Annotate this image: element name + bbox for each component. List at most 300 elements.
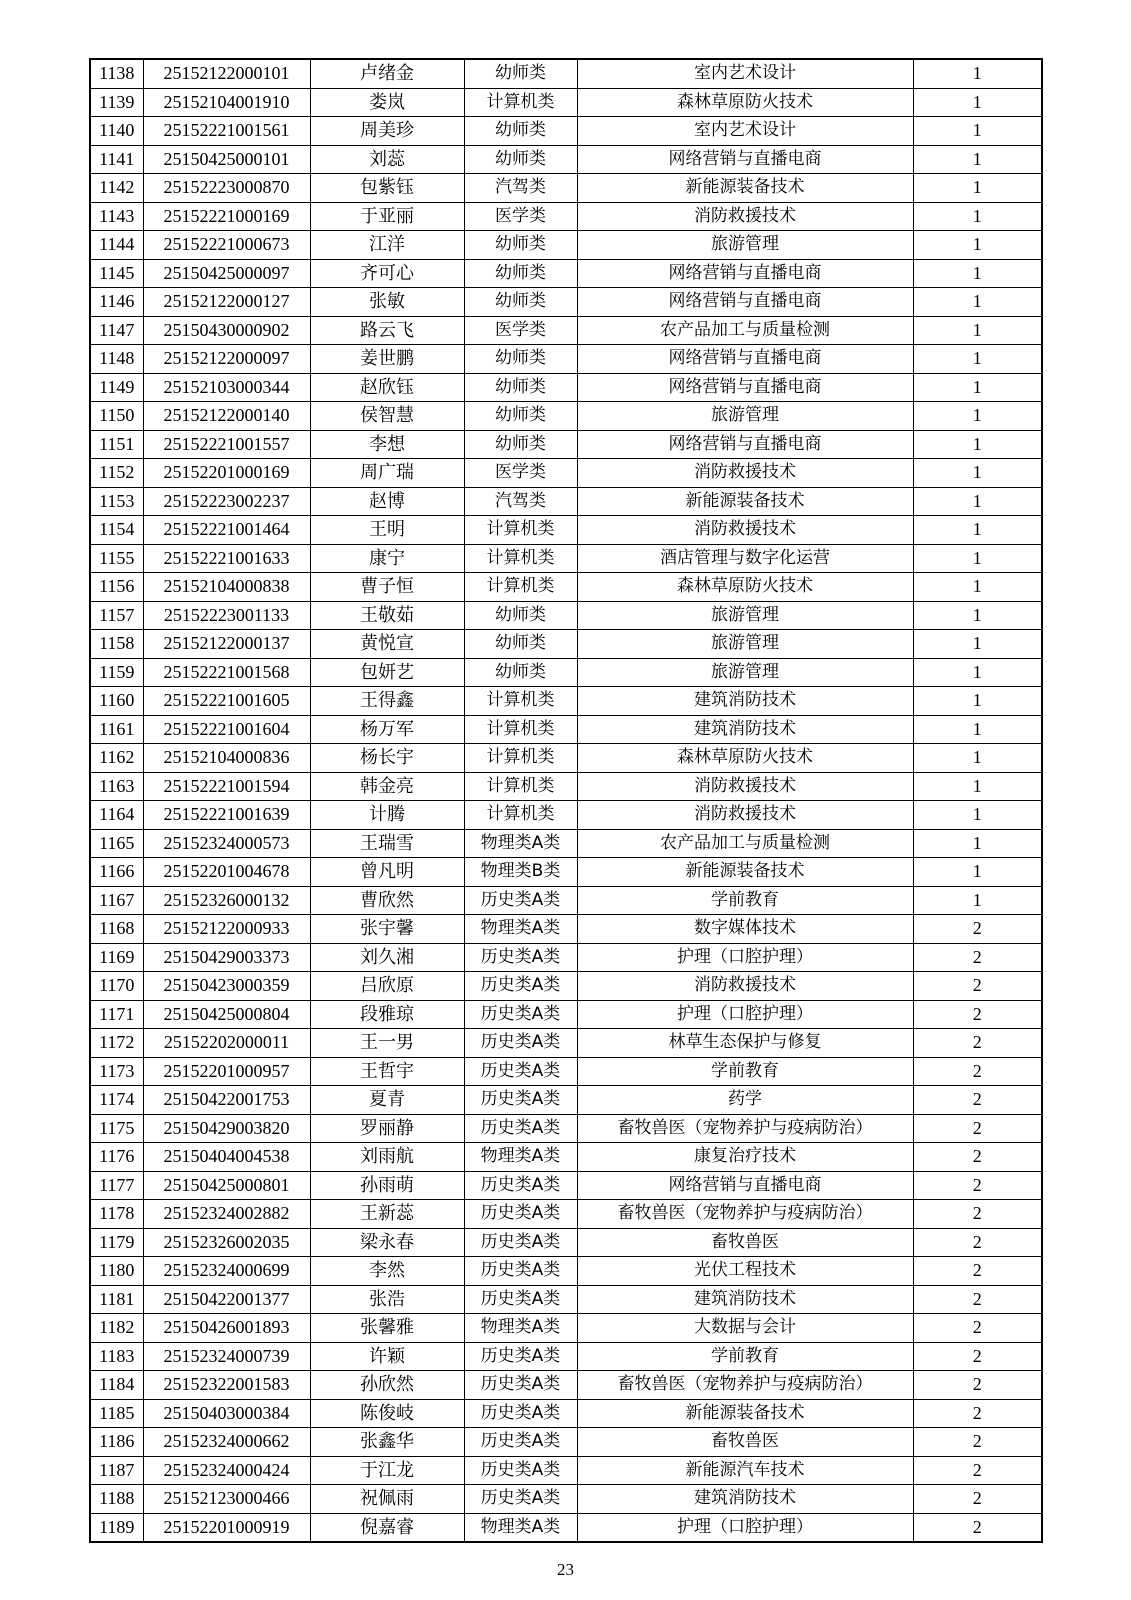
table-row	[90, 1456, 1042, 1485]
name-cell: 于亚丽	[310, 202, 464, 231]
category-cell: 物理类A类	[464, 829, 577, 858]
table-row	[90, 316, 1042, 345]
exam-number-cell: 25152122000101	[143, 59, 310, 88]
exam-number-cell: 25152123000466	[143, 1485, 310, 1514]
major-cell: 护理（口腔护理）	[577, 943, 913, 972]
batch-cell: 1	[913, 801, 1042, 830]
seq-cell: 1138	[90, 59, 143, 88]
exam-number-cell: 25152221001604	[143, 715, 310, 744]
batch-cell: 1	[913, 459, 1042, 488]
category-cell: 幼师类	[464, 658, 577, 687]
major-cell: 新能源汽车技术	[577, 1456, 913, 1485]
exam-number-cell: 25152221000169	[143, 202, 310, 231]
exam-number-cell: 25152322001583	[143, 1371, 310, 1400]
batch-cell: 2	[913, 1143, 1042, 1172]
exam-number-cell: 25152221001594	[143, 772, 310, 801]
seq-cell: 1174	[90, 1086, 143, 1115]
category-cell: 物理类A类	[464, 915, 577, 944]
category-cell: 幼师类	[464, 59, 577, 88]
category-cell: 历史类A类	[464, 1342, 577, 1371]
seq-cell: 1165	[90, 829, 143, 858]
exam-number-cell: 25152122000097	[143, 345, 310, 374]
category-cell: 计算机类	[464, 573, 577, 602]
major-cell: 林草生态保护与修复	[577, 1029, 913, 1058]
name-cell: 张敏	[310, 288, 464, 317]
category-cell: 历史类A类	[464, 1371, 577, 1400]
exam-number-cell: 25150430000902	[143, 316, 310, 345]
seq-cell: 1145	[90, 259, 143, 288]
batch-cell: 1	[913, 573, 1042, 602]
major-cell: 旅游管理	[577, 231, 913, 260]
exam-number-cell: 25152122000933	[143, 915, 310, 944]
name-cell: 刘久湘	[310, 943, 464, 972]
major-cell: 建筑消防技术	[577, 687, 913, 716]
name-cell: 王敬茹	[310, 601, 464, 630]
category-cell: 幼师类	[464, 402, 577, 431]
category-cell: 历史类A类	[464, 1000, 577, 1029]
table-row	[90, 231, 1042, 260]
name-cell: 包紫钰	[310, 174, 464, 203]
category-cell: 历史类A类	[464, 1171, 577, 1200]
category-cell: 幼师类	[464, 345, 577, 374]
category-cell: 历史类A类	[464, 972, 577, 1001]
name-cell: 计腾	[310, 801, 464, 830]
batch-cell: 2	[913, 1200, 1042, 1229]
major-cell: 网络营销与直播电商	[577, 345, 913, 374]
seq-cell: 1176	[90, 1143, 143, 1172]
seq-cell: 1140	[90, 117, 143, 146]
seq-cell: 1152	[90, 459, 143, 488]
seq-cell: 1163	[90, 772, 143, 801]
table-row	[90, 772, 1042, 801]
batch-cell: 1	[913, 145, 1042, 174]
table-row	[90, 1029, 1042, 1058]
name-cell: 王新蕊	[310, 1200, 464, 1229]
table-row	[90, 145, 1042, 174]
name-cell: 路云飞	[310, 316, 464, 345]
table-row	[90, 59, 1042, 88]
seq-cell: 1169	[90, 943, 143, 972]
batch-cell: 2	[913, 1371, 1042, 1400]
exam-number-cell: 25152201000957	[143, 1057, 310, 1086]
table-row	[90, 1114, 1042, 1143]
major-cell: 畜牧兽医	[577, 1428, 913, 1457]
category-cell: 历史类A类	[464, 1428, 577, 1457]
exam-number-cell: 25150425000804	[143, 1000, 310, 1029]
name-cell: 周美珍	[310, 117, 464, 146]
name-cell: 夏青	[310, 1086, 464, 1115]
batch-cell: 1	[913, 858, 1042, 887]
exam-number-cell: 25152221001561	[143, 117, 310, 146]
category-cell: 历史类A类	[464, 1200, 577, 1229]
exam-number-cell: 25150422001753	[143, 1086, 310, 1115]
batch-cell: 1	[913, 886, 1042, 915]
seq-cell: 1149	[90, 373, 143, 402]
category-cell: 幼师类	[464, 630, 577, 659]
major-cell: 学前教育	[577, 1057, 913, 1086]
batch-cell: 1	[913, 658, 1042, 687]
name-cell: 江洋	[310, 231, 464, 260]
exam-number-cell: 25152104001910	[143, 88, 310, 117]
exam-number-cell: 25152221001639	[143, 801, 310, 830]
major-cell: 旅游管理	[577, 601, 913, 630]
exam-number-cell: 25152221001633	[143, 544, 310, 573]
category-cell: 历史类A类	[464, 1228, 577, 1257]
exam-number-cell: 25150429003373	[143, 943, 310, 972]
seq-cell: 1157	[90, 601, 143, 630]
exam-number-cell: 25152324000662	[143, 1428, 310, 1457]
seq-cell: 1184	[90, 1371, 143, 1400]
table-row	[90, 1513, 1042, 1542]
table-row	[90, 1285, 1042, 1314]
name-cell: 周广瑞	[310, 459, 464, 488]
category-cell: 计算机类	[464, 772, 577, 801]
batch-cell: 1	[913, 772, 1042, 801]
seq-cell: 1160	[90, 687, 143, 716]
table-row	[90, 259, 1042, 288]
table-row	[90, 1342, 1042, 1371]
category-cell: 历史类A类	[464, 1029, 577, 1058]
batch-cell: 2	[913, 1456, 1042, 1485]
table-row	[90, 1314, 1042, 1343]
exam-number-cell: 25152201000919	[143, 1513, 310, 1542]
exam-number-cell: 25152326002035	[143, 1228, 310, 1257]
batch-cell: 1	[913, 316, 1042, 345]
category-cell: 医学类	[464, 202, 577, 231]
exam-number-cell: 25152326000132	[143, 886, 310, 915]
seq-cell: 1166	[90, 858, 143, 887]
category-cell: 物理类A类	[464, 1513, 577, 1542]
name-cell: 曾凡明	[310, 858, 464, 887]
seq-cell: 1180	[90, 1257, 143, 1286]
seq-cell: 1186	[90, 1428, 143, 1457]
batch-cell: 1	[913, 601, 1042, 630]
batch-cell: 2	[913, 1171, 1042, 1200]
major-cell: 网络营销与直播电商	[577, 145, 913, 174]
seq-cell: 1189	[90, 1513, 143, 1542]
category-cell: 幼师类	[464, 430, 577, 459]
exam-number-cell: 25152223000870	[143, 174, 310, 203]
exam-number-cell: 25150429003820	[143, 1114, 310, 1143]
category-cell: 历史类A类	[464, 1086, 577, 1115]
exam-number-cell: 25152104000838	[143, 573, 310, 602]
major-cell: 畜牧兽医（宠物养护与疫病防治）	[577, 1200, 913, 1229]
seq-cell: 1171	[90, 1000, 143, 1029]
category-cell: 幼师类	[464, 601, 577, 630]
category-cell: 历史类A类	[464, 1399, 577, 1428]
major-cell: 网络营销与直播电商	[577, 1171, 913, 1200]
exam-number-cell: 25152103000344	[143, 373, 310, 402]
seq-cell: 1150	[90, 402, 143, 431]
table-row	[90, 1171, 1042, 1200]
major-cell: 护理（口腔护理）	[577, 1513, 913, 1542]
seq-cell: 1168	[90, 915, 143, 944]
category-cell: 历史类A类	[464, 1456, 577, 1485]
major-cell: 消防救援技术	[577, 459, 913, 488]
major-cell: 畜牧兽医（宠物养护与疫病防治）	[577, 1114, 913, 1143]
table-row	[90, 1428, 1042, 1457]
name-cell: 罗丽静	[310, 1114, 464, 1143]
name-cell: 陈俊岐	[310, 1399, 464, 1428]
major-cell: 网络营销与直播电商	[577, 430, 913, 459]
table-row	[90, 402, 1042, 431]
table-row	[90, 1143, 1042, 1172]
batch-cell: 2	[913, 1342, 1042, 1371]
exam-number-cell: 25152202000011	[143, 1029, 310, 1058]
major-cell: 室内艺术设计	[577, 59, 913, 88]
batch-cell: 2	[913, 1399, 1042, 1428]
batch-cell: 1	[913, 345, 1042, 374]
batch-cell: 1	[913, 829, 1042, 858]
exam-number-cell: 25152223001133	[143, 601, 310, 630]
category-cell: 计算机类	[464, 715, 577, 744]
batch-cell: 2	[913, 1114, 1042, 1143]
seq-cell: 1188	[90, 1485, 143, 1514]
table-row	[90, 459, 1042, 488]
admission-table	[89, 58, 1043, 1543]
exam-number-cell: 25152122000127	[143, 288, 310, 317]
major-cell: 农产品加工与质量检测	[577, 316, 913, 345]
major-cell: 酒店管理与数字化运营	[577, 544, 913, 573]
table-row	[90, 1485, 1042, 1514]
table-row	[90, 630, 1042, 659]
table-row	[90, 715, 1042, 744]
major-cell: 大数据与会计	[577, 1314, 913, 1343]
major-cell: 新能源装备技术	[577, 174, 913, 203]
batch-cell: 2	[913, 1257, 1042, 1286]
name-cell: 王得鑫	[310, 687, 464, 716]
table-row	[90, 345, 1042, 374]
category-cell: 计算机类	[464, 88, 577, 117]
name-cell: 王哲宇	[310, 1057, 464, 1086]
batch-cell: 1	[913, 288, 1042, 317]
name-cell: 赵博	[310, 487, 464, 516]
major-cell: 网络营销与直播电商	[577, 259, 913, 288]
name-cell: 孙欣然	[310, 1371, 464, 1400]
seq-cell: 1144	[90, 231, 143, 260]
name-cell: 曹欣然	[310, 886, 464, 915]
name-cell: 刘蕊	[310, 145, 464, 174]
seq-cell: 1141	[90, 145, 143, 174]
seq-cell: 1151	[90, 430, 143, 459]
seq-cell: 1161	[90, 715, 143, 744]
batch-cell: 2	[913, 972, 1042, 1001]
major-cell: 建筑消防技术	[577, 1285, 913, 1314]
exam-number-cell: 25150423000359	[143, 972, 310, 1001]
table-row	[90, 1228, 1042, 1257]
seq-cell: 1142	[90, 174, 143, 203]
exam-number-cell: 25150425000097	[143, 259, 310, 288]
category-cell: 计算机类	[464, 801, 577, 830]
category-cell: 医学类	[464, 316, 577, 345]
exam-number-cell: 25152122000140	[143, 402, 310, 431]
major-cell: 药学	[577, 1086, 913, 1115]
batch-cell: 2	[913, 1000, 1042, 1029]
table-row	[90, 1399, 1042, 1428]
exam-number-cell: 25152221001568	[143, 658, 310, 687]
name-cell: 韩金亮	[310, 772, 464, 801]
exam-number-cell: 25150404004538	[143, 1143, 310, 1172]
table-row	[90, 573, 1042, 602]
seq-cell: 1181	[90, 1285, 143, 1314]
batch-cell: 1	[913, 630, 1042, 659]
category-cell: 计算机类	[464, 544, 577, 573]
batch-cell: 1	[913, 373, 1042, 402]
name-cell: 张馨雅	[310, 1314, 464, 1343]
major-cell: 旅游管理	[577, 402, 913, 431]
name-cell: 张宇馨	[310, 915, 464, 944]
name-cell: 曹子恒	[310, 573, 464, 602]
category-cell: 幼师类	[464, 259, 577, 288]
table-row	[90, 1057, 1042, 1086]
exam-number-cell: 25152324000573	[143, 829, 310, 858]
seq-cell: 1164	[90, 801, 143, 830]
page-number: 23	[557, 1560, 574, 1579]
batch-cell: 1	[913, 715, 1042, 744]
major-cell: 康复治疗技术	[577, 1143, 913, 1172]
major-cell: 护理（口腔护理）	[577, 1000, 913, 1029]
name-cell: 于江龙	[310, 1456, 464, 1485]
seq-cell: 1159	[90, 658, 143, 687]
major-cell: 网络营销与直播电商	[577, 288, 913, 317]
seq-cell: 1148	[90, 345, 143, 374]
table-row	[90, 744, 1042, 773]
exam-number-cell: 25152122000137	[143, 630, 310, 659]
batch-cell: 1	[913, 402, 1042, 431]
category-cell: 历史类A类	[464, 1485, 577, 1514]
category-cell: 历史类A类	[464, 1285, 577, 1314]
table-row	[90, 601, 1042, 630]
exam-number-cell: 25152324000424	[143, 1456, 310, 1485]
batch-cell: 2	[913, 1228, 1042, 1257]
seq-cell: 1173	[90, 1057, 143, 1086]
seq-cell: 1183	[90, 1342, 143, 1371]
table-body	[90, 59, 1042, 1542]
name-cell: 王明	[310, 516, 464, 545]
seq-cell: 1162	[90, 744, 143, 773]
batch-cell: 2	[913, 1314, 1042, 1343]
category-cell: 物理类A类	[464, 1143, 577, 1172]
category-cell: 医学类	[464, 459, 577, 488]
batch-cell: 2	[913, 1029, 1042, 1058]
table-row	[90, 288, 1042, 317]
major-cell: 畜牧兽医	[577, 1228, 913, 1257]
table-row	[90, 373, 1042, 402]
batch-cell: 1	[913, 259, 1042, 288]
table-row	[90, 174, 1042, 203]
name-cell: 祝佩雨	[310, 1485, 464, 1514]
major-cell: 森林草原防火技术	[577, 88, 913, 117]
seq-cell: 1156	[90, 573, 143, 602]
table-row	[90, 915, 1042, 944]
exam-number-cell: 25152221001464	[143, 516, 310, 545]
major-cell: 数字媒体技术	[577, 915, 913, 944]
table-row	[90, 544, 1042, 573]
exam-number-cell: 25150425000101	[143, 145, 310, 174]
batch-cell: 1	[913, 117, 1042, 146]
batch-cell: 1	[913, 231, 1042, 260]
table-row	[90, 801, 1042, 830]
major-cell: 建筑消防技术	[577, 1485, 913, 1514]
name-cell: 倪嘉睿	[310, 1513, 464, 1542]
name-cell: 包妍艺	[310, 658, 464, 687]
table-row	[90, 886, 1042, 915]
table-row	[90, 943, 1042, 972]
batch-cell: 2	[913, 1057, 1042, 1086]
major-cell: 建筑消防技术	[577, 715, 913, 744]
category-cell: 历史类A类	[464, 1257, 577, 1286]
major-cell: 光伏工程技术	[577, 1257, 913, 1286]
category-cell: 幼师类	[464, 373, 577, 402]
table-row	[90, 1200, 1042, 1229]
batch-cell: 1	[913, 59, 1042, 88]
name-cell: 齐可心	[310, 259, 464, 288]
category-cell: 历史类A类	[464, 1057, 577, 1086]
batch-cell: 2	[913, 1285, 1042, 1314]
batch-cell: 1	[913, 174, 1042, 203]
name-cell: 吕欣原	[310, 972, 464, 1001]
seq-cell: 1175	[90, 1114, 143, 1143]
major-cell: 旅游管理	[577, 630, 913, 659]
exam-number-cell: 25152221000673	[143, 231, 310, 260]
table-row	[90, 1086, 1042, 1115]
batch-cell: 2	[913, 915, 1042, 944]
table-row	[90, 858, 1042, 887]
batch-cell: 1	[913, 487, 1042, 516]
seq-cell: 1155	[90, 544, 143, 573]
table-row	[90, 829, 1042, 858]
batch-cell: 2	[913, 943, 1042, 972]
exam-number-cell: 25150422001377	[143, 1285, 310, 1314]
major-cell: 消防救援技术	[577, 202, 913, 231]
name-cell: 卢绪金	[310, 59, 464, 88]
category-cell: 物理类B类	[464, 858, 577, 887]
major-cell: 消防救援技术	[577, 801, 913, 830]
batch-cell: 1	[913, 744, 1042, 773]
seq-cell: 1147	[90, 316, 143, 345]
batch-cell: 1	[913, 544, 1042, 573]
name-cell: 杨万军	[310, 715, 464, 744]
name-cell: 许颖	[310, 1342, 464, 1371]
exam-number-cell: 25152221001605	[143, 687, 310, 716]
name-cell: 侯智慧	[310, 402, 464, 431]
table-row	[90, 202, 1042, 231]
batch-cell: 1	[913, 202, 1042, 231]
category-cell: 物理类A类	[464, 1314, 577, 1343]
name-cell: 刘雨航	[310, 1143, 464, 1172]
category-cell: 计算机类	[464, 516, 577, 545]
seq-cell: 1177	[90, 1171, 143, 1200]
table-row	[90, 658, 1042, 687]
seq-cell: 1154	[90, 516, 143, 545]
major-cell: 新能源装备技术	[577, 1399, 913, 1428]
exam-number-cell: 25150403000384	[143, 1399, 310, 1428]
table-row	[90, 687, 1042, 716]
exam-number-cell: 25152223002237	[143, 487, 310, 516]
name-cell: 娄岚	[310, 88, 464, 117]
seq-cell: 1153	[90, 487, 143, 516]
exam-number-cell: 25152324000699	[143, 1257, 310, 1286]
major-cell: 室内艺术设计	[577, 117, 913, 146]
table-row	[90, 1000, 1042, 1029]
category-cell: 历史类A类	[464, 1114, 577, 1143]
name-cell: 赵欣钰	[310, 373, 464, 402]
exam-number-cell: 25152324002882	[143, 1200, 310, 1229]
table-row	[90, 516, 1042, 545]
batch-cell: 1	[913, 687, 1042, 716]
major-cell: 新能源装备技术	[577, 858, 913, 887]
major-cell: 新能源装备技术	[577, 487, 913, 516]
